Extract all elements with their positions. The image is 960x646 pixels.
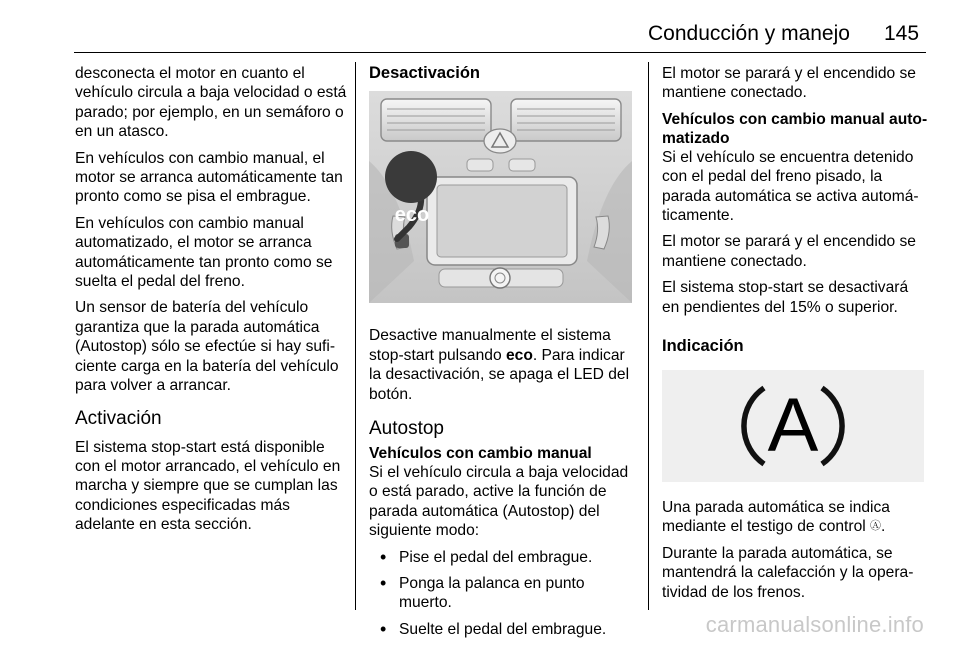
paragraph: El sistema stop-start se desactivará en pendientes del 15% o superior. (662, 279, 909, 316)
eco-callout-label: eco (394, 204, 430, 226)
watermark: carmanualsonline.info (705, 612, 924, 637)
control-light-icon: Ⓐ (870, 520, 882, 533)
autostop-indicator-figure (662, 370, 924, 482)
paragraph: desconecta el motor en cuanto el vehículo circula a baja velocidad o está parado; por ejemplo, en un semáforo o en un atasco. (75, 65, 347, 141)
paragraph: En vehículos con cambio manual, el motor se arranca automáticamente tan pronto como se pisa el embrague. (75, 149, 343, 206)
list-item: • Pise el pedal del embrague. (369, 548, 633, 567)
page-number: 145 (884, 22, 920, 45)
paragraph: Durante la parada automática, se mantendrá la calefacción y la operatividad de los frenos. (662, 544, 914, 601)
text-span: Desactive manualmente el sistema stop-start pulsando (369, 327, 611, 364)
column-3 (662, 64, 928, 609)
paragraph: Si el vehículo circula a baja velocidad o está parado, active la función de parada automática (Autostop) del siguiente modo: (369, 464, 629, 540)
dashboard-illustration (369, 91, 632, 303)
autostop-icon-letter: A (767, 383, 819, 469)
text-span: Una parada automática se indica mediante el testigo de control (662, 499, 890, 536)
column-2 (369, 64, 633, 646)
activation-heading: Activación (75, 407, 162, 429)
paragraph (662, 498, 928, 537)
dashboard-eco-button-figure (369, 91, 633, 308)
text-span: . Para indicar la desactivación, se apaga el LED del botón. (369, 346, 630, 403)
automated-transmission-subheading: Vehículos con cambio manual automatizado (662, 110, 928, 147)
column-divider-2 (648, 62, 649, 610)
paragraph: Si el vehículo se encuentra detenido con el pedal del freno pisado, la parada automática se activa automáticamente. (662, 148, 919, 225)
paragraph (369, 326, 633, 404)
column-divider-1 (355, 62, 356, 610)
text-span: . (881, 518, 886, 536)
deactivation-heading: Desactivación (369, 64, 480, 82)
page-header-title: Conducción y manejo (648, 22, 850, 45)
paragraph: El sistema stop-start está disponible con el motor arrancado, el vehículo en marcha y siempre que se cumplan las condiciones especificadas más adelante en esta sección. (75, 438, 341, 534)
column-1 (75, 64, 350, 542)
header-rule (74, 52, 926, 53)
paragraph: El motor se parará y el encendido se mantiene conectado. (662, 65, 916, 102)
autostop-heading: Autostop (369, 418, 444, 440)
list-item: • Suelte el pedal del embrague. (369, 620, 633, 639)
list-item: • Ponga la palanca en punto muerto. (369, 574, 633, 613)
paragraph: El motor se parará y el encendido se mantiene conectado. (662, 233, 916, 270)
eco-button-reference: eco (505, 346, 533, 364)
indication-heading: Indicación (662, 337, 744, 356)
paragraph: Un sensor de batería del vehículo garantiza que la parada automática (Autostop) sólo se efectúe si hay suficiente carga en la batería del vehículo para volver a arrancar. (75, 299, 339, 395)
bullet-list (369, 548, 633, 640)
paragraph: En vehículos con cambio manual automatizado, el motor se arranca automáticamente tan pronto como se suelta el pedal del freno. (75, 214, 333, 291)
manual-transmission-subheading: Vehículos con cambio manual (369, 445, 592, 463)
